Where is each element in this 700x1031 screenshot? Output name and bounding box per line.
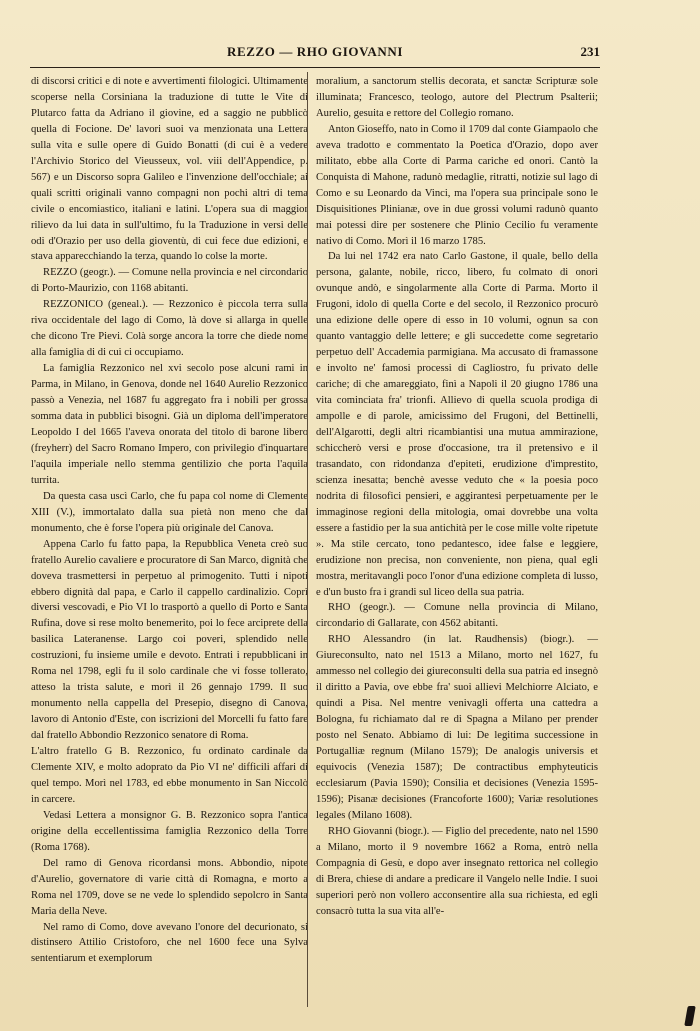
entry-rezzo-geogr: REZZO (geogr.). — Comune nella provincia e nel circondario di Porto-Maurizio, con 1168 abitanti. bbox=[31, 267, 308, 295]
paragraph: Da lui nel 1742 era nato Carlo Gastone, il quale, bello della persona, galante, nobile, ricco, libero, fu colmato di onori ovunque andò, e singolarmente alla Corte di Parma. Morto il Frugoni, idolo di quella Corte e del secolo, il Rezzonico procurò una edizione delle opere di esso in 10 volumi, ognun sa con quanto vantaggio delle lettere; e gli succedette come segretario perpetuo dell' Accademia parmigiana. Ma accusato di framassone e involto ne' famosi processi di Cagliostro, fu privato delle cariche; di che amareggiato, finì a Napoli il 20 giugno 1786 una vita cominciata fra' trionfi. Allievo di quella scuola prodiga di ampolle e di parole, amicissimo del Frugoni, del Bettinelli, dell'Algarotti, degli altri ricambiantisi una mutua ammirazione, schiccherò versi e prose d'occasione, tra il pretensivo e il trasandato, con ridondanza d'epiteti, erudizione d'imprestito, scienza inesatta; benchè avesse veduto che « la poesia poco nodrita di filosofici pensieri, e aggirantesi perpetuamente per le immaginose regioni della mitologia, omai dovrebbe una volta essere a fastidio per la sua antichità per le cose mille volte ripetute ». Ma stile cercato, tono pedantesco, idee false e leggiere, erudizione non precisa, non conveniente, non piena, qual egli mostra, meritavangli poco l'onor d'una edizione completa di lusso, e d'un busto fra i grandi sul liceo della sua patria. bbox=[316, 251, 598, 598]
left-column bbox=[31, 74, 308, 967]
column-divider bbox=[307, 72, 308, 1007]
paragraph: Anton Gioseffo, nato in Como il 1709 dal conte Giampaolo che aveva tradotto e commentato la Poetica d'Orazio, dopo aver militato, ebbe alla Corte di Parma cariche ed onori. Cantò la Conquista di Mahone, radunò medaglie, ritratti, notizie sul lago di Como e su Leonardo da Vinci, ma l'opera sua principale sono le Disquisitiones Plinianæ, ove in due grossi volumi radunò quanto mai potessi dire per sostenere che Plinio Cecilio fu veramente nativo di Como. Morì il 16 marzo 1785. bbox=[316, 123, 598, 247]
edge-mark bbox=[684, 1006, 696, 1026]
paragraph: L'altro fratello G B. Rezzonico, fu ordinato cardinale da Clemente XIV, e molto adoprato da Pio VI ne' difficili affari di quel tempo. Morì nel 1783, ed ebbe monumento in San Niccolò in carcere. bbox=[31, 746, 308, 805]
paragraph: Appena Carlo fu fatto papa, la Repubblica Veneta creò suo fratello Aurelio cavaliere e procuratore di San Marco, dignità che doveva trasmettersi in perpetuo al primogenito. Tutti i nipoti ebbero dignità dal papa, e Carlo il cappello cardinalizio. Coprì diversi vescovadi, e Pio VI lo trasportò a quello di Porto e Santa Rufina, dove si rese molto benemerito, poi lo fece arciprete della basilica Lateranense. Largo coi poveri, splendido nelle costruzioni, fu insieme umile e devoto. Entrati i repubblicani in Roma nel 1798, egli fu il solo cardinale che vi fosse tollerato, atteso la trista salute, e morì il 26 gennajo 1799. Il suo monumento nella cappella del Presepio, disegno di Canova, lavoro di Antonio d'Este, con iscrizioni del Morcelli fu fatto fare dal fratello Abbondio Rezzonico senatore di Roma. bbox=[31, 538, 308, 742]
paragraph: di discorsi critici e di note e avvertimenti filologici. Ultimamente scoperse nella Corsiniana la traduzione di tutte le Vite di Plutarco fatta da Adriano il giovine, ed a saggio ne pubblicò quella di Focione. De' lavori suoi va menzionata una Lettera sulla vita e sulle opere di Guido Bonatti (di cui è a vedere l'Archivio Storico del Vieusseux, vol. viii dell'Appendice, p. 567) e un Discorso sopra Galileo e l'invenzione dell'occhiale; ai quali scritti originali vanno compagni non pochi altri di tema civile o encomiastico, italiani e latini. L'opera sua di maggior rilievo da lui data in sull'ultimo, fu la Traduzione in versi delle odi d'Orazio per uso della gioventù, di cui fece due edizioni, e stava apparecchiando la terza, quando lo colse la morte. bbox=[31, 76, 308, 263]
right-column bbox=[316, 74, 598, 920]
entry-rho-alessandro: RHO Alessandro (in lat. Raudhensis) (biogr.). — Giureconsulto, nato nel 1513 a Milano, morto nel 1627, fu ammesso nel collegio dei giureconsulti della sua patria ed insegnò il diritto a Pavia, ove ebbe fra' suoi allievi Melchiorre Alciato, e quindi a Pisa. Nel mentre venivagli offerta una cattedra a Bologna, fu richiamato dal re di Spagna a Milano per prender posto nel Senato. Abbiamo di lui: De legitima successione in Portugalliæ regnum (Milano 1579); De analogis universis et equivocis (Venezia 1587); De contractibus emphyteuticis ecclesiarum (Pavia 1590); Consilia et decisiones (Venezia 1595-1596); Pisanæ decisiones (Francoforte 1600); Variæ resolutiones legales (Milano 1608). bbox=[316, 634, 598, 821]
paragraph: moralium, a sanctorum stellis decorata, et sanctæ Scripturæ sole illuminata; Francesco, teologo, autore del Plectrum Psalterii; Aurelio, gesuita e rettore del Collegio romano. bbox=[316, 76, 598, 119]
paragraph: Del ramo di Genova ricordansi mons. Abbondio, nipote d'Aurelio, governatore di varie città di Romagna, e morto a Roma nel 1709, dove se ne vede lo splendido sepolcro in Santa Maria della Neve. bbox=[31, 857, 308, 917]
running-header bbox=[30, 44, 600, 64]
page-number: 231 bbox=[580, 44, 600, 59]
paragraph: Nel ramo di Como, dove avevano l'onore del decurionato, si distinsero Attilio Cristoforo, che nel 1600 fece una Sylva sententiarum et exemplorum bbox=[31, 921, 308, 965]
header-rule bbox=[30, 67, 600, 68]
entry-rezzonico-geneal: REZZONICO (geneal.). — Rezzonico è piccola terra sulla riva occidentale del lago di Como, là dove si allarga in quelle che dicono Tre Pievi. Colà sorge ancora la torre che diede nome alla famiglia di di cui ci occupiamo. bbox=[31, 299, 308, 359]
entry-rho-giovanni: RHO Giovanni (biogr.). — Figlio del precedente, nato nel 1590 a Milano, morto il 9 novembre 1662 a Roma, entrò nella Compagnia di Gesù, e dopo aver insegnato rettorica nel collegio di Brera, chiese di andare a predicare il Vangelo nelle Indie. I suoi superiori però non vollero acconsentire alla sua richiesta, ed egli consacrò tutta la sua vita all'e- bbox=[316, 825, 598, 917]
entry-rho-geogr: RHO (geogr.). — Comune nella provincia di Milano, circondario di Gallarate, con 4562 abitanti. bbox=[316, 602, 598, 630]
paragraph: Da questa casa uscì Carlo, che fu papa col nome di Clemente XIII (V.), immortalato dalla sua pietà non meno che dal monumento, che è forse l'opera più originale del Canova. bbox=[31, 490, 308, 534]
header-title: REZZO — RHO GIOVANNI bbox=[226, 44, 404, 59]
paragraph: Vedasi Lettera a monsignor G. B. Rezzonico sopra l'antica origine della eccellentissima famiglia Rezzonico della Torre (Roma 1768). bbox=[31, 809, 308, 853]
paragraph: La famiglia Rezzonico nel xvi secolo pose alcuni rami in Parma, in Milano, in Genova, donde nel 1640 Aurelio Rezzonico passò a Venezia, nel 1687 fu aggregato fra i nobili per grossa somma data in pubblici bisogni. Già un diploma dell'imperatore Leopoldo I del 1665 l'aveva onorata del titolo di barone libero (freyherr) del Sacro Romano Impero, con privilegio d'inquartare l'aquila imperiale nello stemma gentilizio che porta l'aquila turrita. bbox=[31, 363, 308, 486]
